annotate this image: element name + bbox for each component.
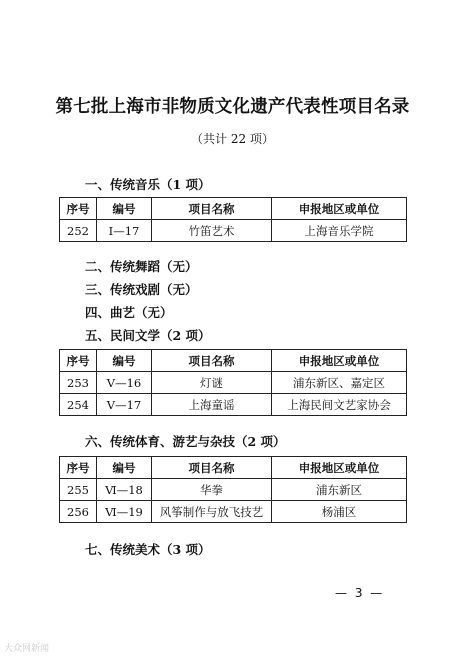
table-row: [60, 501, 407, 523]
header-code: 编号: [97, 457, 152, 479]
section-heading-folk-literature: 五、民间文学（2 项）: [85, 328, 211, 343]
table-row: [60, 220, 407, 242]
section-heading-quyi: 四、曲艺（无）: [85, 305, 173, 320]
table-header-row: [60, 350, 407, 372]
header-code: 编号: [97, 198, 152, 220]
header-serial: 序号: [60, 198, 97, 220]
cell-region: 杨浦区: [272, 501, 407, 523]
table-header-row: [60, 457, 407, 479]
cell-serial: 253: [60, 372, 97, 394]
cell-project-name: 风筝制作与放飞技艺: [152, 501, 272, 523]
table-row: [60, 479, 407, 501]
table-folk-literature: [59, 349, 407, 416]
table-header-row: [60, 198, 407, 220]
cell-serial: 252: [60, 220, 97, 242]
table-row: [60, 394, 407, 416]
cell-region: 浦东新区、嘉定区: [272, 372, 407, 394]
table-row: [60, 372, 407, 394]
table-sports-entertainment-acrobatics: [59, 456, 407, 523]
header-region: 申报地区或单位: [272, 198, 407, 220]
cell-project-name: 竹笛艺术: [152, 220, 272, 242]
header-serial: 序号: [60, 457, 97, 479]
page-title: 第七批上海市非物质文化遗产代表性项目名录: [55, 97, 410, 117]
header-code: 编号: [97, 350, 152, 372]
cell-code: Ⅵ—19: [97, 501, 152, 523]
cell-serial: 255: [60, 479, 97, 501]
header-region: 申报地区或单位: [272, 350, 407, 372]
cell-region: 上海音乐学院: [272, 220, 407, 242]
table-traditional-music: [59, 197, 407, 242]
section-heading-traditional-art: 七、传统美术（3 项）: [85, 542, 211, 557]
section-heading-traditional-dance: 二、传统舞蹈（无）: [85, 259, 198, 274]
cell-project-name: 上海童谣: [152, 394, 272, 416]
cell-code: Ⅵ—18: [97, 479, 152, 501]
header-project-name: 项目名称: [152, 457, 272, 479]
cell-code: Ⅰ—17: [97, 220, 152, 242]
cell-region: 上海民间文艺家协会: [272, 394, 407, 416]
header-serial: 序号: [60, 350, 97, 372]
page-subtitle: （共计 22 项）: [191, 132, 274, 146]
cell-region: 浦东新区: [272, 479, 407, 501]
header-region: 申报地区或单位: [272, 457, 407, 479]
page-number: — 3 —: [335, 586, 385, 600]
header-project-name: 项目名称: [152, 198, 272, 220]
section-heading-traditional-music: 一、传统音乐（1 项）: [85, 177, 211, 192]
cell-code: Ⅴ—17: [97, 394, 152, 416]
header-project-name: 项目名称: [152, 350, 272, 372]
cell-serial: 256: [60, 501, 97, 523]
cell-project-name: 华拳: [152, 479, 272, 501]
section-heading-traditional-drama: 三、传统戏剧（无）: [85, 282, 198, 297]
watermark: 大众网新闻: [4, 644, 50, 654]
cell-code: Ⅴ—16: [97, 372, 152, 394]
section-heading-sports-entertainment-acrobatics: 六、传统体育、游艺与杂技（2 项）: [85, 434, 286, 449]
cell-serial: 254: [60, 394, 97, 416]
cell-project-name: 灯谜: [152, 372, 272, 394]
